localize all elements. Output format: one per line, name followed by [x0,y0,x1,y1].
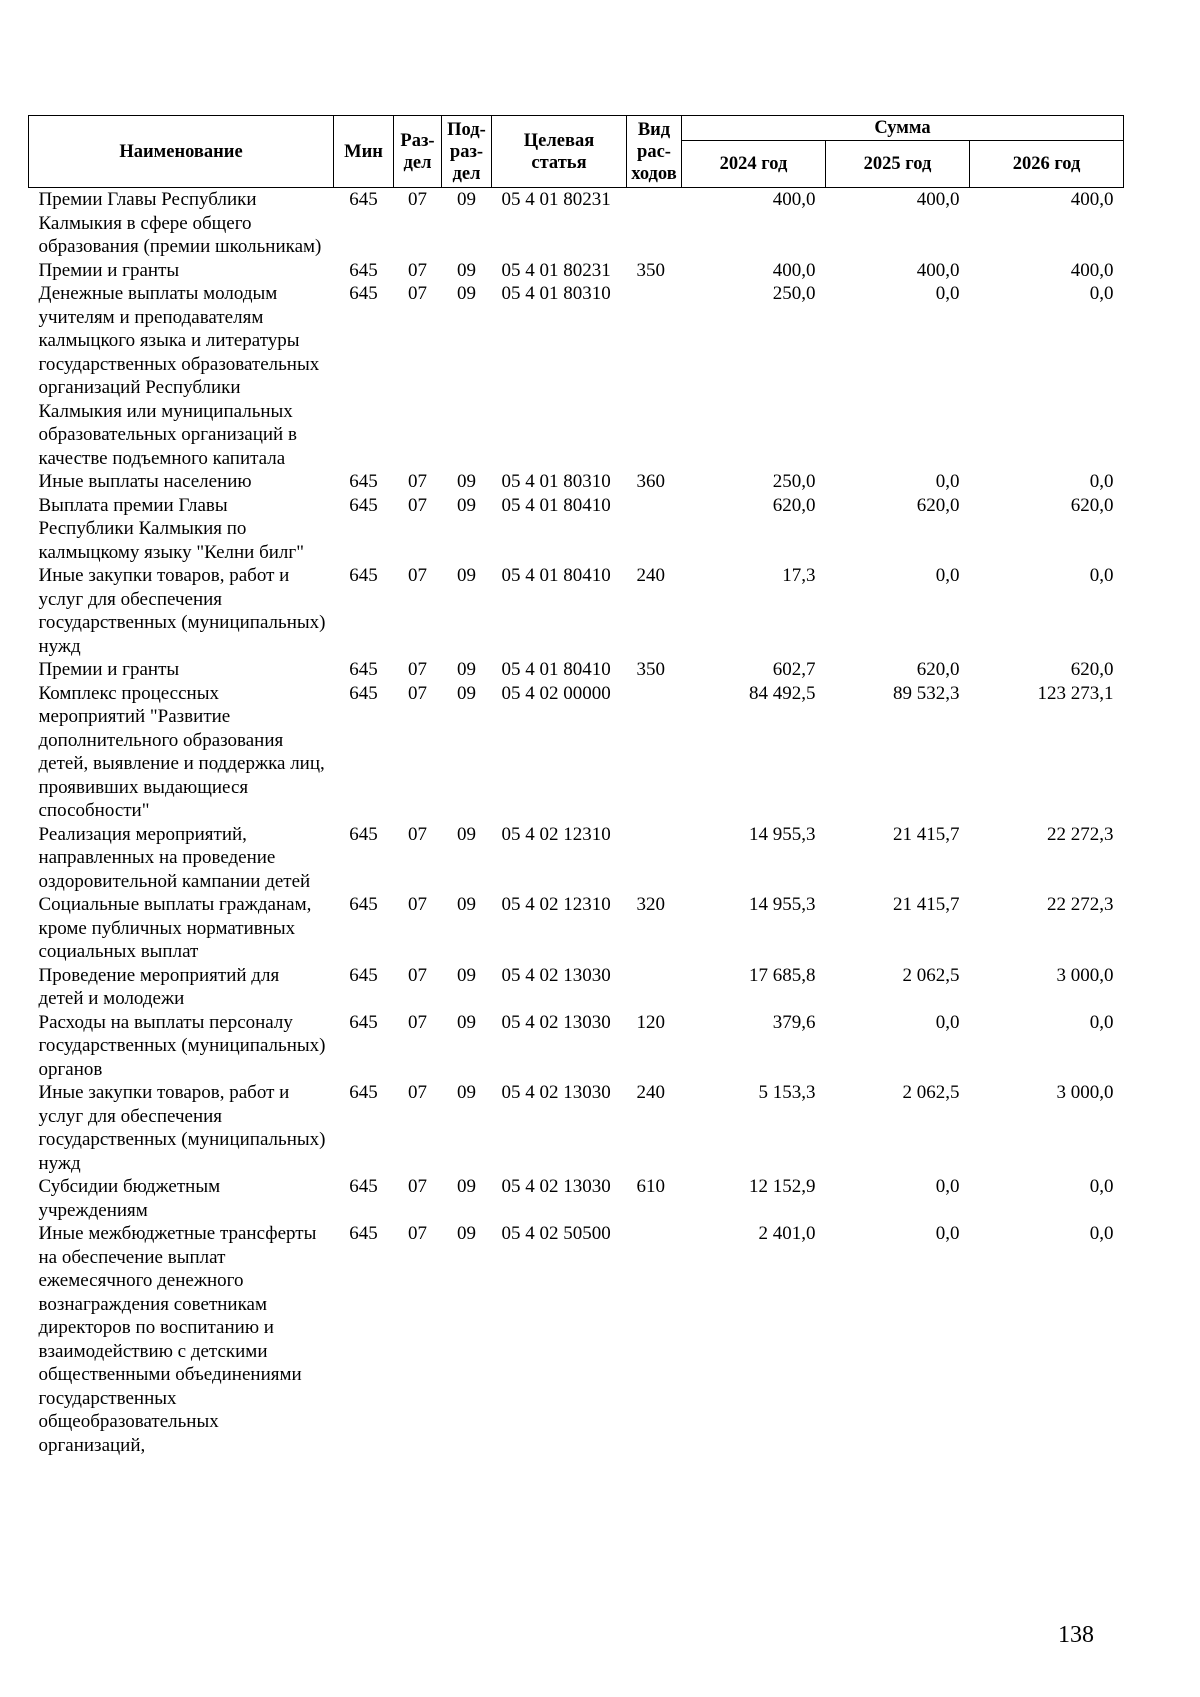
row-sum-2026: 123 273,1 [1037,682,1114,704]
row-razdel: 07 [408,494,427,516]
row-sum-2024: 620,0 [772,494,816,516]
row-sum-2026: 620,0 [1070,659,1114,680]
row-vid: 360 [636,471,665,492]
row-vid [627,1222,682,1457]
row-razdel: 07 [408,823,427,845]
row-sum-2024: 379,6 [772,1011,816,1033]
table-row [29,188,1124,259]
row-podrazdel: 09 [457,964,476,986]
row-min: 645 [349,894,378,915]
row-sum-2025: 0,0 [935,565,960,586]
row-sum-2024: 14 955,3 [749,823,816,845]
row-sum-2024: 400,0 [772,189,816,210]
row-vid [627,823,682,894]
row-razdel: 07 [408,964,427,986]
row-podrazdel: 09 [457,1176,476,1197]
table-row [29,1081,1124,1175]
row-target-code: 05 4 01 80231 [501,259,611,281]
row-razdel: 07 [408,189,427,210]
row-sum-2026: 0,0 [1089,1223,1114,1244]
table-row [29,1175,1124,1222]
table-row [29,564,1124,658]
row-sum-2024: 602,7 [772,659,816,680]
row-sum-2025: 0,0 [935,471,960,492]
row-podrazdel: 09 [457,494,476,516]
row-razdel: 07 [408,659,427,680]
row-name: Иные межбюджетные трансферты на обеспечение выплат ежемесячного денежного вознаграждения советникам директоров по воспитанию и взаимодействию с детскими общественными объединениями государственных общеобразовательных организаций, [38,1223,317,1456]
row-podrazdel: 09 [457,823,476,845]
row-name: Комплекс процессных мероприятий "Развитие дополнительного образования детей, выявление и поддержка лиц, проявивших выдающиеся способности" [38,682,325,821]
header-2025: 2025 год [826,141,970,188]
table-row [29,470,1124,494]
row-razdel: 07 [408,1176,427,1197]
row-podrazdel: 09 [457,1011,476,1033]
row-razdel: 07 [408,894,427,915]
row-sum-2026: 400,0 [1070,259,1114,281]
row-sum-2025: 21 415,7 [893,894,960,915]
row-podrazdel: 09 [457,659,476,680]
table-row [29,282,1124,470]
row-sum-2026: 22 272,3 [1047,894,1114,915]
row-sum-2026: 620,0 [1070,494,1114,516]
table-row [29,964,1124,1011]
header-target: Целевая статья [492,116,627,188]
row-vid: 610 [636,1176,665,1197]
row-podrazdel: 09 [457,1223,476,1244]
row-vid [627,682,682,823]
row-vid [627,964,682,1011]
row-sum-2025: 21 415,7 [893,823,960,845]
row-sum-2024: 17,3 [782,565,816,586]
row-vid [627,282,682,470]
row-min: 645 [349,565,378,586]
row-vid: 350 [636,259,665,281]
row-target-code: 05 4 01 80310 [501,471,611,492]
row-vid: 350 [636,659,665,680]
row-name: Социальные выплаты гражданам, кроме публичных нормативных социальных выплат [38,894,312,962]
row-min: 645 [349,189,378,210]
row-min: 645 [349,823,378,845]
row-sum-2024: 400,0 [772,259,816,281]
row-razdel: 07 [408,682,427,704]
row-vid: 320 [636,894,665,915]
row-sum-2025: 2 062,5 [902,1082,960,1103]
row-sum-2024: 250,0 [772,283,816,304]
row-target-code: 05 4 01 80410 [501,494,611,516]
header-sum: Сумма [682,116,1124,141]
row-name: Денежные выплаты молодым учителям и преподавателям калмыцкого языка и литературы государственных образовательных организаций Республики Калмыкия или муниципальных образовательных организаций в качестве подъемного капитала [38,283,320,469]
row-vid: 240 [636,1082,665,1103]
row-sum-2024: 5 153,3 [758,1082,816,1103]
row-sum-2024: 2 401,0 [758,1223,816,1244]
row-sum-2024: 17 685,8 [749,964,816,986]
row-vid [627,188,682,259]
row-name: Премии Главы Республики Калмыкия в сфере общего образования (премии школьникам) [38,189,322,257]
row-name: Иные выплаты населению [38,471,252,492]
row-min: 645 [349,1223,378,1244]
row-vid [627,494,682,565]
row-sum-2025: 400,0 [916,259,960,281]
row-podrazdel: 09 [457,283,476,304]
row-min: 645 [349,659,378,680]
row-min: 645 [349,1011,378,1033]
row-sum-2026: 3 000,0 [1056,1082,1114,1103]
header-podrazdel: Под- раз- дел [442,116,492,188]
table-header [29,116,1124,188]
table-row [29,823,1124,894]
row-podrazdel: 09 [457,189,476,210]
row-target-code: 05 4 01 80231 [501,189,611,210]
row-sum-2026: 0,0 [1089,471,1114,492]
row-sum-2026: 0,0 [1089,1176,1114,1197]
table-row [29,259,1124,283]
row-vid: 120 [636,1011,665,1033]
row-target-code: 05 4 02 13030 [501,1176,611,1197]
row-name: Иные закупки товаров, работ и услуг для обеспечения государственных (муниципальных) нужд [38,1082,326,1174]
row-name: Премии и гранты [38,659,180,680]
row-name: Субсидии бюджетным учреждениям [38,1176,221,1221]
row-min: 645 [349,259,378,281]
row-sum-2026: 0,0 [1089,565,1114,586]
row-target-code: 05 4 02 12310 [501,823,611,845]
row-target-code: 05 4 02 00000 [501,682,611,704]
row-min: 645 [349,682,378,704]
row-name: Выплата премии Главы Республики Калмыкия по калмыцкому языку "Келни билг" [38,494,304,563]
row-podrazdel: 09 [457,894,476,915]
row-razdel: 07 [408,259,427,281]
row-min: 645 [349,494,378,516]
row-target-code: 05 4 02 13030 [501,1011,611,1033]
row-podrazdel: 09 [457,471,476,492]
row-razdel: 07 [408,471,427,492]
header-razdel: Раз- дел [394,116,442,188]
row-podrazdel: 09 [457,1082,476,1103]
header-min: Мин [334,116,394,188]
header-2026: 2026 год [970,141,1124,188]
row-min: 645 [349,283,378,304]
row-sum-2026: 3 000,0 [1056,964,1114,986]
row-target-code: 05 4 01 80310 [501,283,611,304]
header-vid: Вид рас- ходов [627,116,682,188]
table-row [29,494,1124,565]
row-sum-2026: 0,0 [1089,283,1114,304]
row-sum-2024: 84 492,5 [749,682,816,704]
row-razdel: 07 [408,1082,427,1103]
row-sum-2025: 400,0 [916,189,960,210]
header-name: Наименование [29,116,334,188]
row-sum-2025: 89 532,3 [893,682,960,704]
row-sum-2025: 0,0 [935,1011,960,1033]
row-sum-2025: 2 062,5 [902,964,960,986]
budget-table [28,115,1124,1457]
table-row [29,658,1124,682]
table-body [29,188,1124,1458]
row-sum-2026: 400,0 [1070,189,1114,210]
row-target-code: 05 4 01 80410 [501,659,611,680]
row-razdel: 07 [408,1011,427,1033]
row-sum-2024: 12 152,9 [749,1176,816,1197]
row-name: Реализация мероприятий, направленных на проведение оздоровительной кампании детей [38,823,311,892]
row-min: 645 [349,1082,378,1103]
table-row [29,682,1124,823]
row-target-code: 05 4 02 13030 [501,964,611,986]
row-target-code: 05 4 02 50500 [501,1223,611,1244]
row-sum-2025: 0,0 [935,283,960,304]
row-min: 645 [349,1176,378,1197]
row-name: Проведение мероприятий для детей и молодежи [38,964,280,1009]
row-name: Расходы на выплаты персоналу государственных (муниципальных) органов [38,1011,326,1080]
table-row [29,1222,1124,1457]
row-min: 645 [349,471,378,492]
row-min: 645 [349,964,378,986]
row-sum-2026: 0,0 [1089,1011,1114,1033]
row-name: Иные закупки товаров, работ и услуг для обеспечения государственных (муниципальных) нужд [38,565,326,657]
page-number: 138 [1058,1622,1094,1648]
table-row [29,893,1124,964]
row-target-code: 05 4 02 13030 [501,1082,611,1103]
row-sum-2024: 250,0 [772,471,816,492]
row-razdel: 07 [408,283,427,304]
row-razdel: 07 [408,565,427,586]
row-name: Премии и гранты [38,259,180,281]
row-sum-2025: 620,0 [916,659,960,680]
row-podrazdel: 09 [457,259,476,281]
row-sum-2024: 14 955,3 [749,894,816,915]
row-sum-2025: 0,0 [935,1176,960,1197]
row-target-code: 05 4 01 80410 [501,565,611,586]
row-vid: 240 [636,565,665,586]
header-2024: 2024 год [682,141,826,188]
row-sum-2026: 22 272,3 [1047,823,1114,845]
row-sum-2025: 620,0 [916,494,960,516]
row-podrazdel: 09 [457,565,476,586]
table-row [29,1011,1124,1082]
row-podrazdel: 09 [457,682,476,704]
row-razdel: 07 [408,1223,427,1244]
row-target-code: 05 4 02 12310 [501,894,611,915]
row-sum-2025: 0,0 [935,1223,960,1244]
